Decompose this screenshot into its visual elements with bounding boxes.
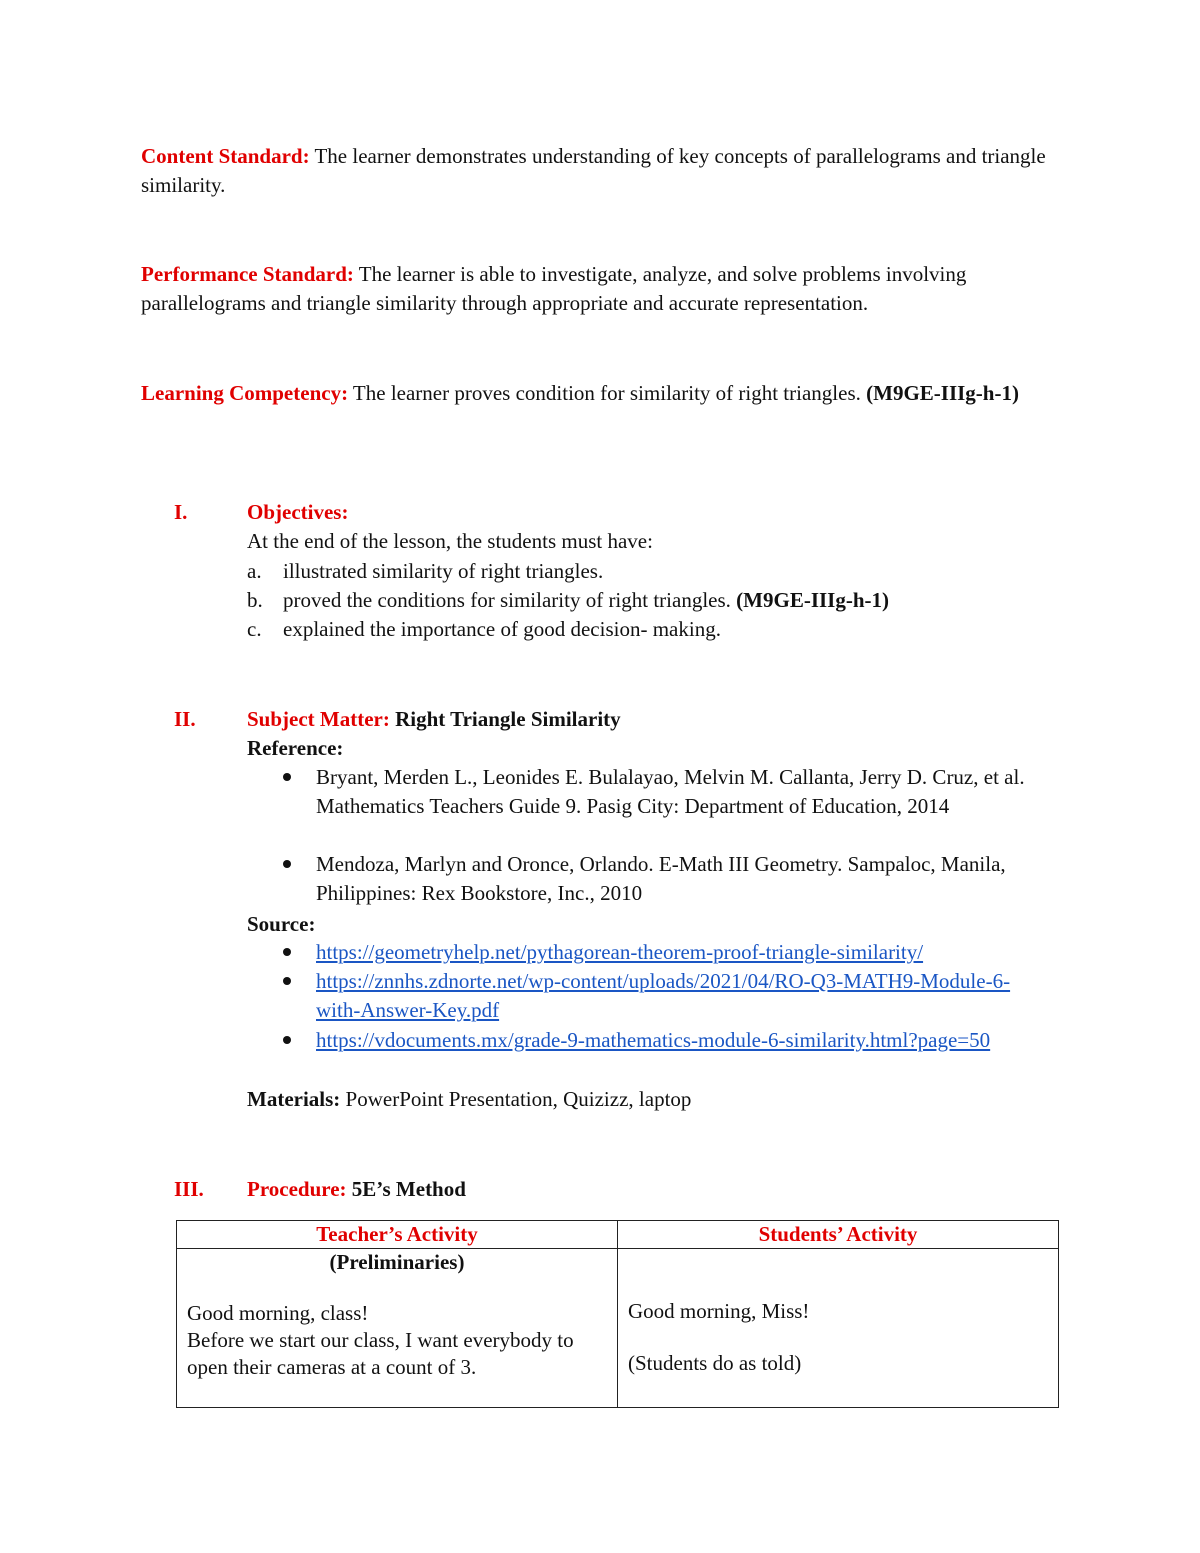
performance-standard: [141, 260, 1081, 318]
objective-item-a: [283, 557, 603, 586]
procedure-label: Procedure:: [247, 1177, 347, 1201]
materials-label: Materials:: [247, 1087, 341, 1111]
source-link-2[interactable]: https://znnhs.zdnorte.net/wp-content/uploads/2021/04/RO-Q3-MATH9-Module-6-with-Answer-Key.pdf: [316, 969, 1011, 1022]
subject-matter-number: II.: [174, 707, 196, 731]
objective-letter-b: b.: [247, 588, 263, 612]
objective-letter-c: c.: [247, 617, 262, 641]
table-header-row: [177, 1221, 1059, 1249]
student-line-2: (Students do as told): [628, 1351, 802, 1375]
procedure-table: [176, 1220, 1059, 1408]
bullet-icon: [283, 860, 291, 868]
bullet-icon: [283, 773, 291, 781]
learning-competency-text: The learner proves condition for similarity of right triangles.: [348, 381, 867, 405]
bullet-icon: [283, 977, 291, 985]
source-item-2: [316, 967, 1016, 1025]
source-link-1[interactable]: https://geometryhelp.net/pythagorean-theorem-proof-triangle-similarity/: [316, 940, 924, 964]
table-row: [177, 1249, 1059, 1408]
student-line-1: Good morning, Miss!: [628, 1299, 810, 1323]
source-label: Source:: [247, 912, 316, 936]
objective-item-b: [283, 586, 889, 615]
objective-item-c: [283, 615, 721, 644]
materials-text: PowerPoint Presentation, Quizizz, laptop: [340, 1087, 692, 1111]
teacher-line-1: Good morning, class!: [187, 1301, 369, 1325]
preliminaries-heading: (Preliminaries): [329, 1250, 465, 1274]
objective-text-a: illustrated similarity of right triangles.: [283, 559, 604, 583]
objective-text-b: proved the conditions for similarity of right triangles.: [283, 588, 737, 612]
materials: [247, 1085, 691, 1114]
performance-standard-text: The learner is able to investigate, analyze, and solve problems involving parallelograms and triangle similarity through appropriate and accurate representation.: [141, 262, 967, 315]
reference-item-1: Bryant, Merden L., Leonides E. Bulalayao, Melvin M. Callanta, Jerry D. Cruz, et al. Mathematics Teachers Guide 9. Pasig City: Department of Education, 2014: [316, 765, 1025, 818]
source-item-1: [316, 938, 1036, 967]
content-standard-text: The learner demonstrates understanding of key concepts of parallelograms and triangle similarity.: [141, 144, 1046, 197]
procedure-heading: [247, 1175, 466, 1204]
teacher-line-2: Before we start our class, I want everybody to open their cameras at a count of 3.: [187, 1328, 574, 1379]
content-standard-label: Content Standard:: [141, 144, 310, 168]
objective-letter-a: a.: [247, 559, 262, 583]
objectives-heading: Objectives:: [247, 500, 349, 524]
objectives-intro: At the end of the lesson, the students must have:: [247, 529, 653, 553]
performance-standard-label: Performance Standard:: [141, 262, 354, 286]
procedure-number: III.: [174, 1177, 204, 1201]
learning-competency: [141, 379, 1081, 408]
students-activity-cell: [618, 1249, 1059, 1408]
source-link-3[interactable]: https://vdocuments.mx/grade-9-mathematics-module-6-similarity.html?page=50: [316, 1028, 991, 1052]
source-item-3: [316, 1026, 1006, 1055]
objectives-number: I.: [174, 500, 188, 524]
teacher-activity-header: Teacher’s Activity: [177, 1221, 618, 1249]
teacher-activity-cell: [177, 1249, 618, 1408]
subject-matter-label: Subject Matter:: [247, 707, 390, 731]
reference-item-2: Mendoza, Marlyn and Oronce, Orlando. E-Math III Geometry. Sampaloc, Manila, Philippines: Rex Bookstore, Inc., 2010: [316, 852, 1006, 905]
procedure-method: 5E’s Method: [346, 1177, 466, 1201]
content-standard: [141, 142, 1081, 200]
objective-code-b: (M9GE-IIIg-h-1): [736, 588, 889, 612]
bullet-icon: [283, 948, 291, 956]
learning-competency-label: Learning Competency:: [141, 381, 349, 405]
bullet-icon: [283, 1036, 291, 1044]
learning-competency-code: (M9GE-IIIg-h-1): [866, 381, 1019, 405]
reference-label: Reference:: [247, 736, 344, 760]
subject-matter-heading: [247, 705, 621, 734]
students-activity-header: Students’ Activity: [618, 1221, 1059, 1249]
subject-matter-title: Right Triangle Similarity: [389, 707, 621, 731]
objective-text-c: explained the importance of good decision- making.: [283, 617, 721, 641]
